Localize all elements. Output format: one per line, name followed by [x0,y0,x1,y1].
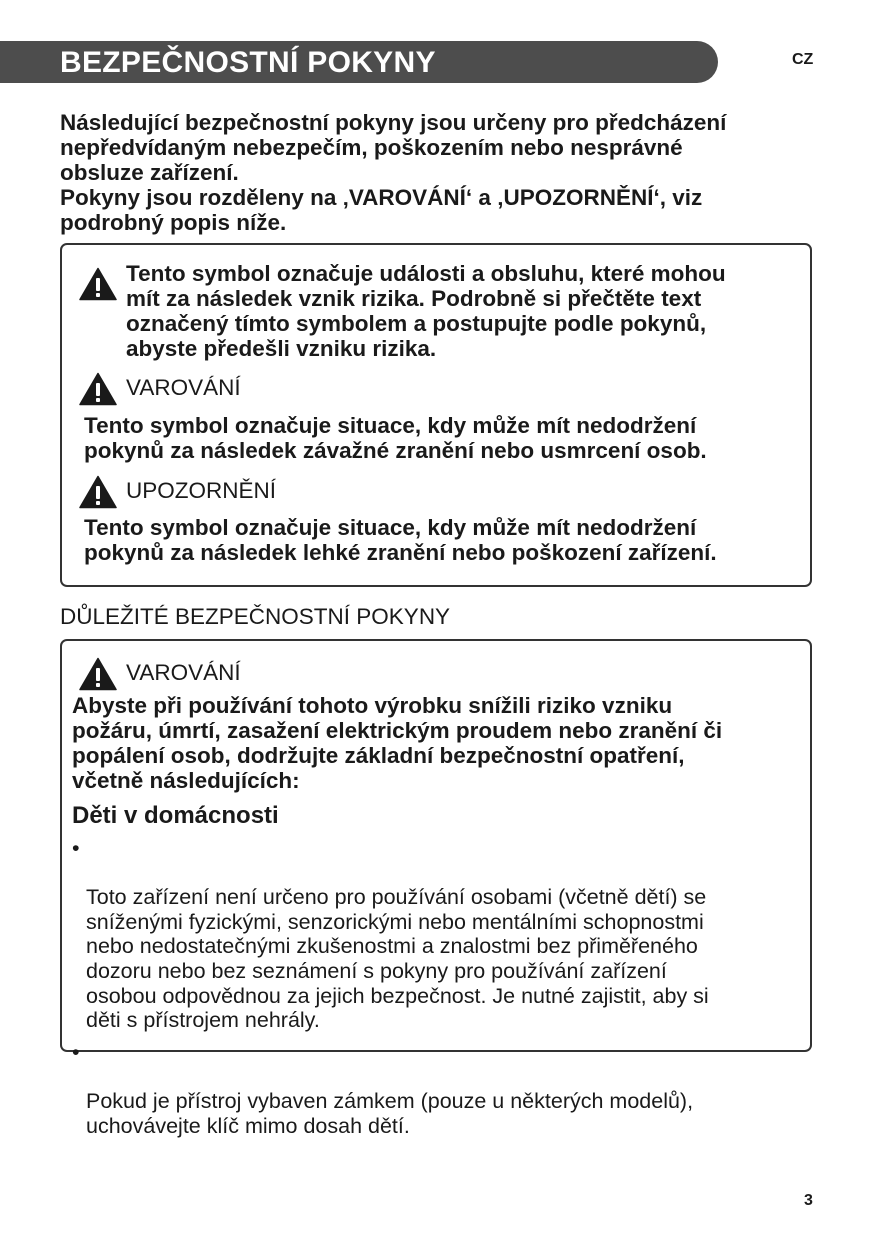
caution-description-line: Tento symbol označuje situace, kdy může mít nedodržení [84,515,697,540]
list-item [72,836,807,1033]
warning-text-line: včetně následujících: [72,768,300,793]
intro-paragraph [60,110,830,235]
general-symbol-line: označený tímto symbolem a postupujte podle pokynů, [126,311,707,336]
intro-line: nepředvídaným nebezpečím, poškozením nebo nesprávné [60,135,683,160]
warning-description-line: pokynů za následek závažné zranění nebo usmrcení osob. [84,438,707,463]
warning-triangle-icon [79,475,117,509]
important-safety-heading: DŮLEŽITÉ BEZPEČNOSTNÍ POKYNY [60,604,451,629]
bullet-text: Pokud je přístroj vybaven zámkem (pouze u některých modelů), uchovávejte klíč mimo dosah dětí. [86,1088,694,1138]
page-title: BEZPEČNOSTNÍ POKYNY [60,46,436,79]
bullet-symbol: • [72,836,80,860]
important-safety-box [60,639,812,1138]
warning-triangle-icon [79,372,117,406]
warning-text-line: požáru, úmrtí, zasažení elektrickým proudem nebo zranění či [72,718,723,743]
warning-description-line: Tento symbol označuje situace, kdy může mít nedodržení [84,413,697,438]
general-symbol-line: Tento symbol označuje události a obsluhu, které mohou [126,261,726,286]
symbols-explanation-box [60,243,812,587]
intro-line: Následující bezpečnostní pokyny jsou určeny pro předcházení [60,110,727,135]
warning-text-line: popálení osob, dodržujte základní bezpečnostní opatření, [72,743,685,768]
safety-bullet-list [72,836,807,1138]
children-subheading: Děti v domácnosti [72,802,279,829]
warning-label: VAROVÁNÍ [126,660,241,685]
section-header-bar [0,41,718,83]
bullet-symbol: • [72,1039,80,1064]
caution-label: UPOZORNĚNÍ [126,478,277,503]
list-item [72,1040,807,1138]
warning-label: VAROVÁNÍ [126,375,241,400]
bullet-text: Toto zařízení není určeno pro používání osobami (včetně dětí) se sníženými fyzickými, senzorickými nebo mentálními schopnostmi nebo nedostatečnými zkušenostmi a znalostmi bez přiměřeného dozoru nebo bez seznámení s pokyny pro používání zařízení osobou odpovědnou za jejich bezpečnost. Je nutné zajistit, aby si děti s přístrojem nehrály. [86,885,709,1033]
intro-line: obsluze zařízení. [60,160,239,185]
language-code: CZ [792,51,814,68]
general-symbol-line: mít za následek vznik rizika. Podrobně si přečtěte text [126,286,702,311]
warning-text-line: Abyste při používání tohoto výrobku snížili riziko vzniku [72,693,673,718]
caution-description-line: pokynů za následek lehké zranění nebo poškození zařízení. [84,540,717,565]
general-symbol-line: abyste předešli vzniku rizika. [126,336,437,361]
warning-triangle-icon [79,267,117,301]
warning-triangle-icon [79,657,117,691]
page-number: 3 [804,1192,813,1209]
intro-line: podrobný popis níže. [60,210,287,235]
intro-line: Pokyny jsou rozděleny na ‚VAROVÁNÍ‘ a ‚UPOZORNĚNÍ‘, viz [60,185,703,210]
